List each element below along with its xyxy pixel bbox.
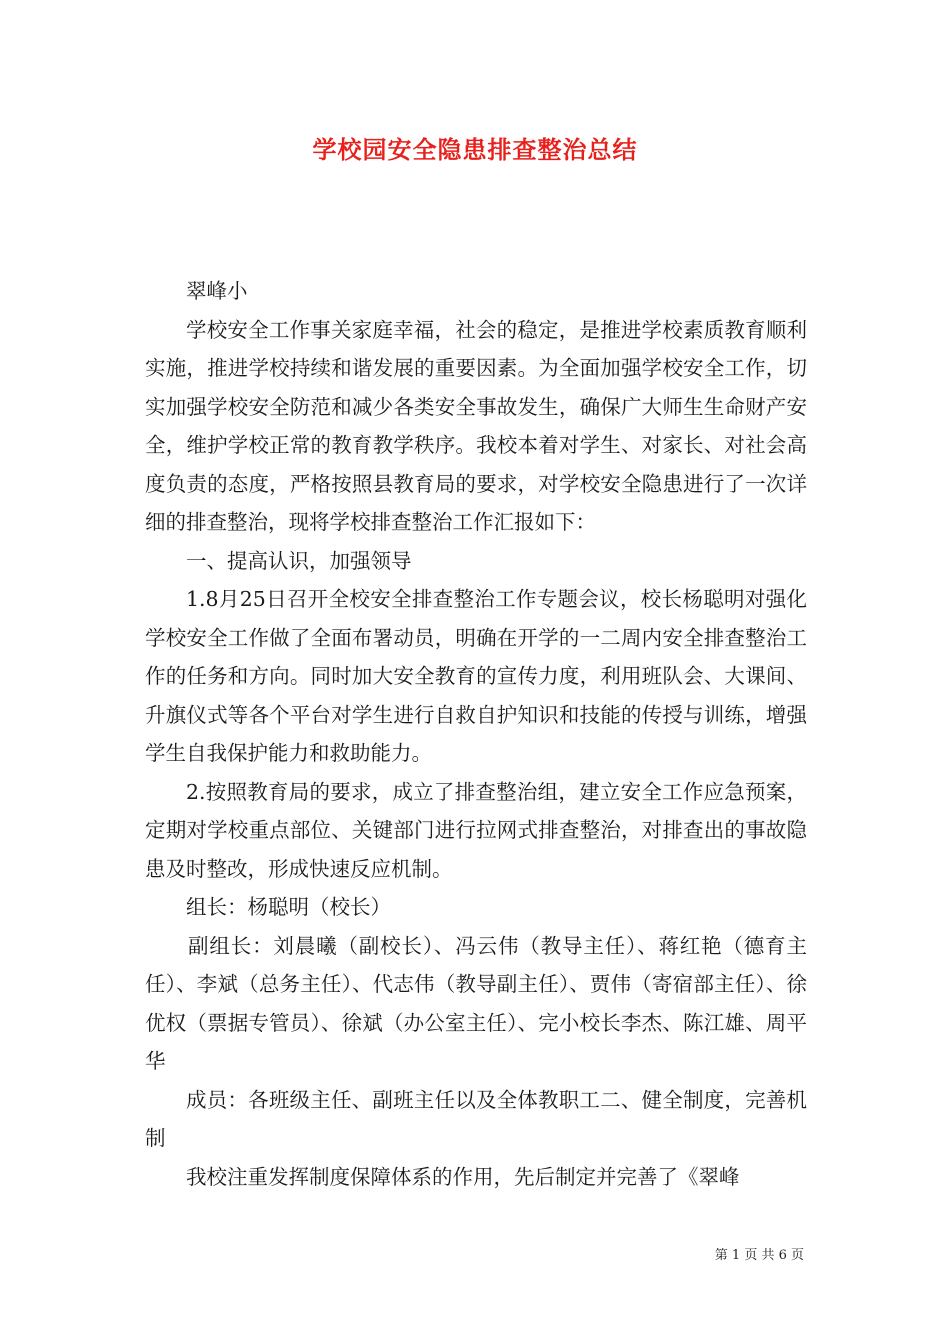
document-title: 学校园安全隐患排查整治总结 [312, 135, 638, 164]
paragraph-school-name: 翠峰小 [186, 279, 248, 303]
paragraph-intro: 学校安全工作事关家庭幸福，社会的稳定，是推进学校素质教育顺利实施，推进学校持续和谐发展的重要因素。为全面加强学校安全工作，切实加强学校安全防范和减少各类安全事故发生，确保广大师生生命财产安全，维护学校正常的教育教学秩序。我校本着对学生、对家长、对社会高度负责的态度，严格按照县教育局的要求，对学校安全隐患进行了一次详细的排查整治，现将学校排查整治工作汇报如下： [145, 317, 807, 534]
paragraph-system: 我校注重发挥制度保障体系的作用，先后制定并完善了《翠峰 [186, 1164, 740, 1189]
paragraph-item-2: 2.按照教育局的要求，成立了排查整治组，建立安全工作应急预案，定期对学校重点部位、关键部门进行拉网式排查整治，对排查出的事故隐患及时整改，形成快速反应机制。 [145, 779, 807, 881]
paragraph-members: 成员：各班级主任、副班主任以及全体教职工二、健全制度，完善机制 [145, 1087, 807, 1150]
paragraph-item-1: 1.8月25日召开全校安全排查整治工作专题会议，校长杨聪明对强化学校安全工作做了全面布署动员，明确在开学的一二周内安全排查整治工作的任务和方向。同时加大安全教育的宣传力度，利用班队会、大课间、升旗仪式等各个平台对学生进行自救自护知识和技能的传授与训练，增强学生自我保护能力和救助能力。 [145, 587, 807, 765]
section-heading-1: 一、提高认识，加强领导 [186, 548, 412, 573]
document-body [145, 272, 807, 1196]
paragraph-leader: 组长：杨聪明（校长） [186, 895, 391, 919]
paragraph-vice-leaders: 副组长：刘晨曦（副校长）、冯云伟（教导主任）、蒋红艳（德育主任）、李斌（总务主任）、代志伟（教导副主任）、贾伟（寄宿部主任）、徐优权（票据专管员）、徐斌（办公室主任）、完小校长李杰、陈江雄、周平华 [145, 933, 807, 1073]
page-number: 第 1 页 共 6 页 [714, 1248, 804, 1263]
